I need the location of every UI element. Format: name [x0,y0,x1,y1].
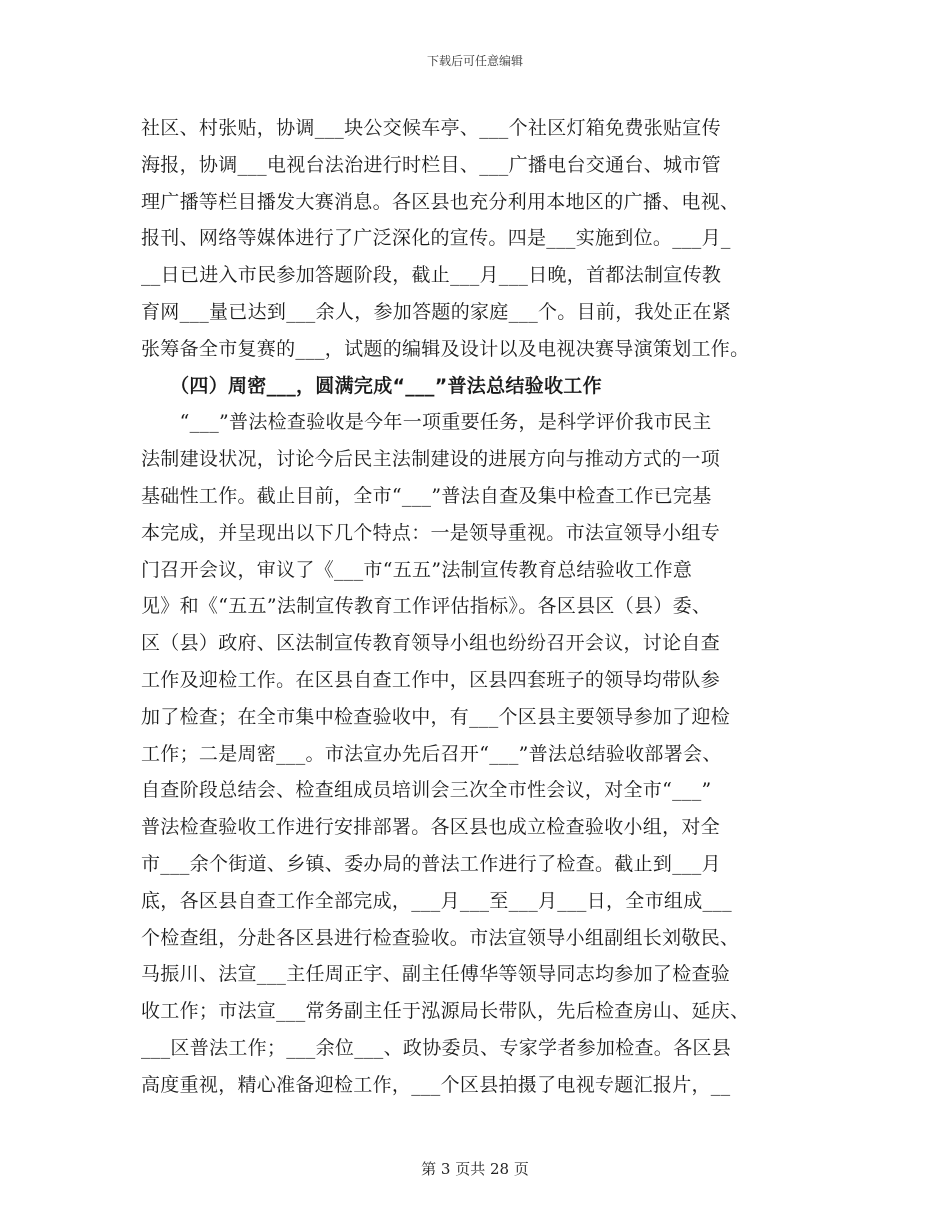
text-line: 收工作；市法宣___常务副主任于泓源局长带队，先后检查房山、延庆、 [141,1000,750,1023]
page-footer: 第 3 页共 28 页 [421,1160,529,1178]
text-line: 个检查组，分赴各区县进行检查验收。市法宣领导小组副组长刘敬民、 [141,926,740,949]
text-line: 张筹备全市复赛的___，试题的编辑及设计以及电视决赛导演策划工作。 [141,337,750,360]
text-line: 自查阶段总结会、检查组成员培训会三次全市性会议，对全市“___” [141,779,712,802]
text-line: ___区普法工作；___余位___、政协委员、专家学者参加检查。各区县 [141,1036,732,1059]
text-line: __日已进入市民参加答题阶段，截止___月___日晚，首都法制宣传教 [141,264,722,287]
text-line: 区（县）政府、区法制宣传教育领导小组也纷纷召开会议，讨论自查 [141,632,721,655]
text-line: 工作；二是周密___。市法宣办先后召开“___”普法总结验收部署会、 [141,742,722,765]
text-line: 加了检查；在全市集中检查验收中，有___个区县主要领导参加了迎检 [141,705,731,728]
text-line: 育网___量已达到___余人，参加答题的家庭___个。目前，我处正在紧 [141,300,732,323]
text-line: 见》和《“五五”法制宣传教育工作评估指标》。各区县区（县）委、 [141,595,712,618]
text-line: 法制建设状况，讨论今后民主法制建设的进展方向与推动方式的一项 [141,448,721,471]
section-heading: （四）周密___，圆满完成“___”普法总结验收工作 [141,374,602,397]
text-line: 本完成，并呈现出以下几个特点：一是领导重视。市法宣领导小组专 [141,521,721,544]
text-line: 理广播等栏目播发大赛消息。各区县也充分利用本地区的广播、电视、 [141,190,740,213]
text-line: 社区、村张贴，协调___块公交候车亭、___个社区灯箱免费张贴宣传 [141,117,721,139]
text-line: 报刊、网络等媒体进行了广泛深化的宣传。四是___实施到位。___月_ [141,227,731,250]
text-line: 基础性工作。截止目前，全市“___”普法自查及集中检查工作已完基 [141,484,712,507]
text-line: 市___余个街道、乡镇、委办局的普法工作进行了检查。截止到___月 [141,852,721,875]
text-line: 海报，协调___电视台法治进行时栏目、___广播电台交通台、城市管 [141,153,721,176]
document-body [141,110,811,1104]
text-line: 高度重视，精心准备迎检工作，___个区县拍摄了电视专题汇报片，__ [141,1073,731,1096]
text-line: 马振川、法宣___主任周正宇、副主任傅华等领导同志均参加了检查验 [141,963,731,986]
text-line: 门召开会议，审议了《___市“五五”法制宣传教育总结验收工作意 [141,558,693,581]
page-header: 下载后可任意编辑 [426,54,523,68]
text-line: “___”普法检查验收是今年一项重要任务，是科学评价我市民主 [141,411,712,434]
text-line: 底，各区县自查工作全部完成，___月___至___月___日，全市组成___ [141,889,732,912]
text-line: 普法检查验收工作进行安排部署。各区县也成立检查验收小组，对全 [141,816,721,839]
text-line: 工作及迎检工作。在区县自查工作中，区县四套班子的领导均带队参 [141,668,721,691]
